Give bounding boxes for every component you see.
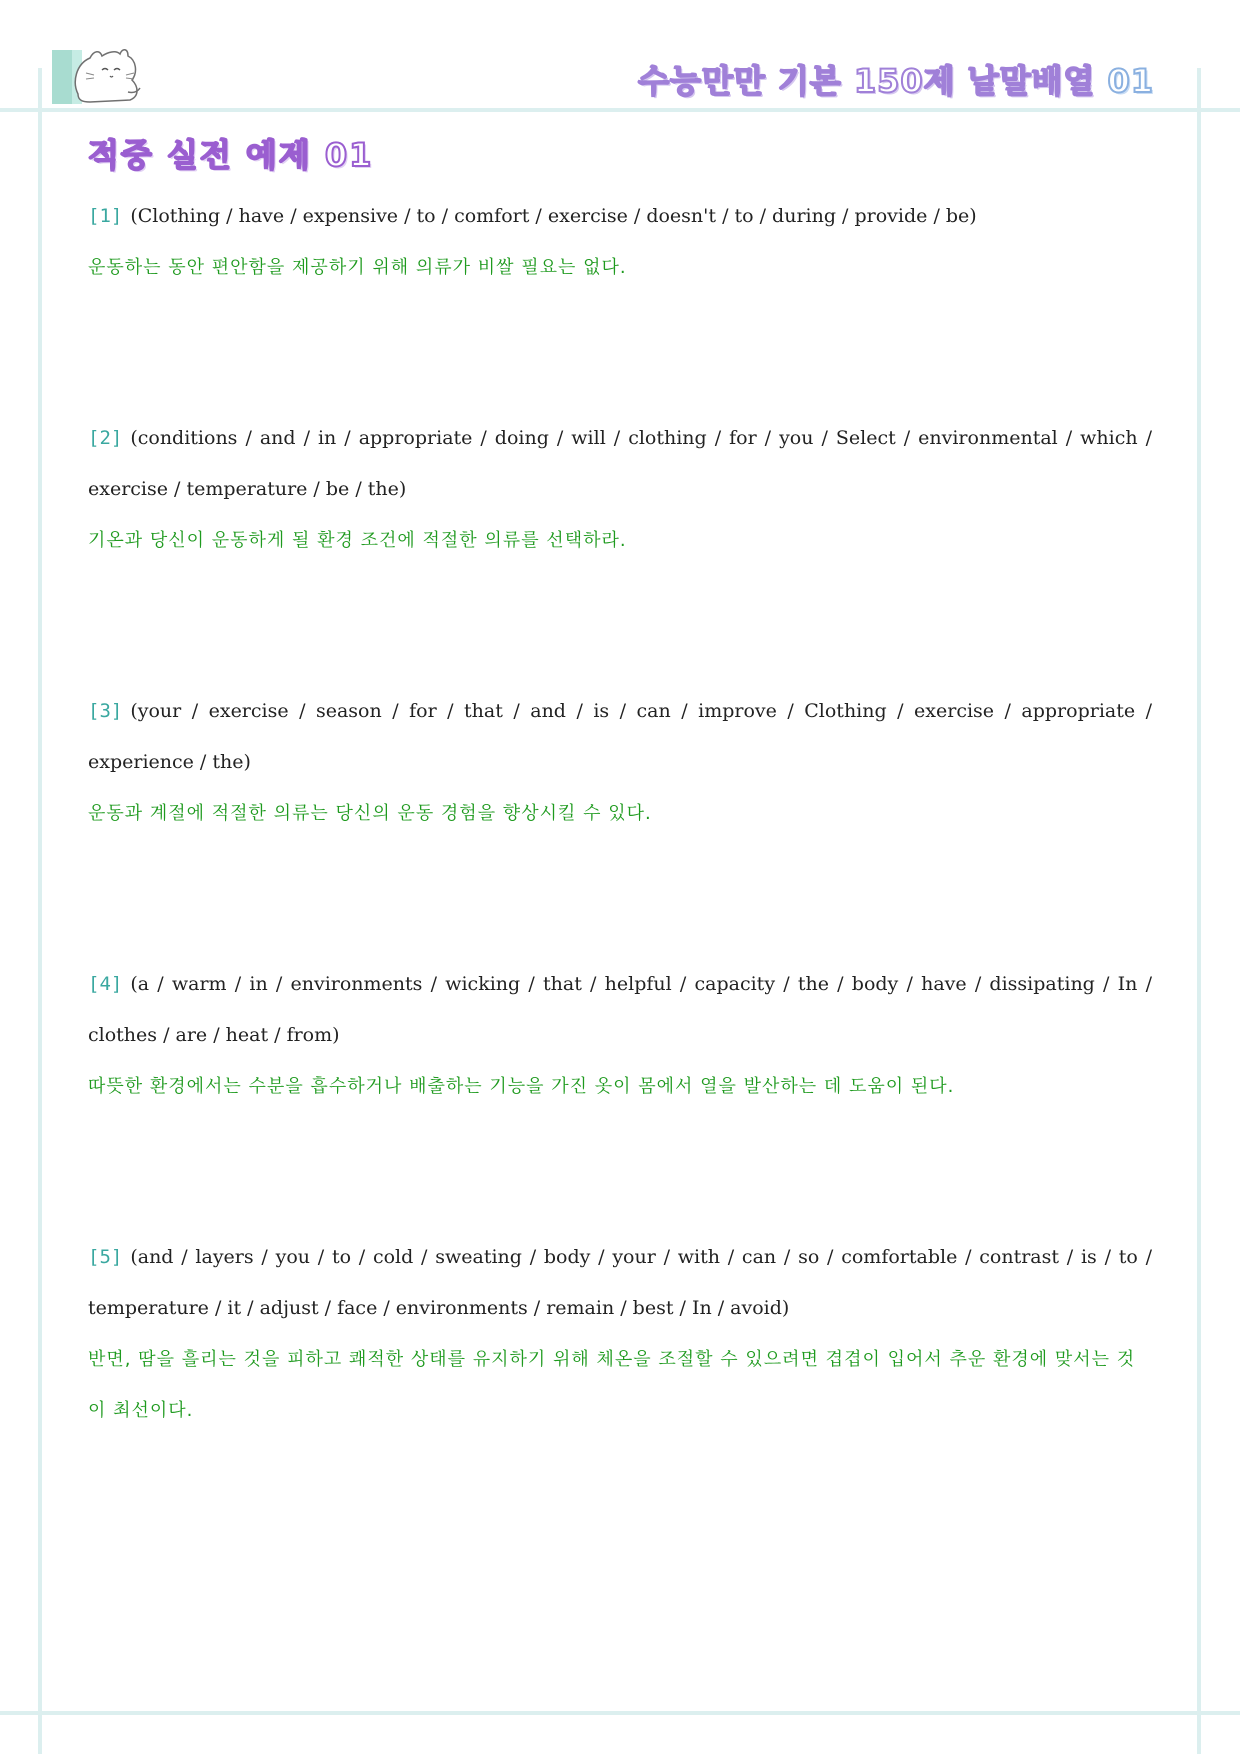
cat-logo-icon — [50, 42, 146, 106]
series-title — [638, 56, 1154, 102]
korean-translation-2: 기온과 당신이 운동하게 될 환경 조건에 적절한 의류를 선택하라. — [88, 530, 627, 551]
exercise-item-4 — [88, 959, 1152, 1112]
exercise-item-2 — [88, 413, 1152, 566]
exercise-list — [88, 191, 1152, 1436]
korean-translation-1: 운동하는 동안 편안함을 제공하기 위해 의류가 비쌀 필요는 없다. — [88, 257, 627, 278]
item-number-3: [3] — [88, 700, 123, 722]
item-number-4: [4] — [88, 973, 123, 995]
korean-translation-3: 운동과 계절에 적절한 의류는 당신의 운동 경험을 향상시킬 수 있다. — [88, 803, 652, 824]
right-margin-rule — [1197, 68, 1201, 1754]
scrambled-words-3: (your / exercise / season / for / that / and / is / can / improve / Clothing / exercise / appropriate / experience / the) — [88, 700, 1152, 773]
series-title-number: 01 — [1107, 62, 1154, 100]
word-scramble-5 — [88, 1232, 1152, 1334]
item-number-5: [5] — [88, 1246, 123, 1268]
korean-translation-4: 따뜻한 환경에서는 수분을 흡수하거나 배출하는 기능을 가진 옷이 몸에서 열을 발산하는 데 도움이 된다. — [88, 1076, 955, 1097]
word-scramble-3 — [88, 686, 1152, 788]
korean-translation-5: 반면, 땀을 흘리는 것을 피하고 쾌적한 상태를 유지하기 위해 체온을 조절할 수 있으려면 겹겹이 입어서 추운 환경에 맞서는 것이 최선이다. — [88, 1349, 1136, 1421]
scrambled-words-1: (Clothing / have / expensive / to / comfort / exercise / doesn't / to / during / provide / be) — [130, 205, 977, 227]
scrambled-words-2: (conditions / and / in / appropriate / doing / will / clothing / for / you / Select / environmental / which / exercise / temperature / be / the) — [88, 427, 1152, 500]
exercise-item-3 — [88, 686, 1152, 839]
item-number-2: [2] — [88, 427, 123, 449]
page-heading: 적중 실전 예제 01 — [88, 136, 374, 174]
scrambled-words-4: (a / warm / in / environments / wicking / that / helpful / capacity / the / body / have / dissipating / In / clothes / are / heat / from) — [88, 973, 1152, 1046]
header-rule — [0, 108, 1240, 112]
series-title-text: 수능만만 기본 150제 낱말배열 — [638, 62, 1096, 100]
word-scramble-2 — [88, 413, 1152, 515]
exercise-item-1 — [88, 191, 1152, 293]
word-scramble-1 — [88, 191, 1152, 242]
footer-rule — [0, 1711, 1240, 1715]
exercise-item-5 — [88, 1232, 1152, 1436]
item-number-1: [1] — [88, 205, 123, 227]
word-scramble-4 — [88, 959, 1152, 1061]
left-margin-rule — [38, 68, 42, 1754]
scrambled-words-5: (and / layers / you / to / cold / sweating / body / your / with / can / so / comfortable / contrast / is / to / temperature / it / adjust / face / environments / remain / best / In / avoid) — [88, 1246, 1152, 1319]
